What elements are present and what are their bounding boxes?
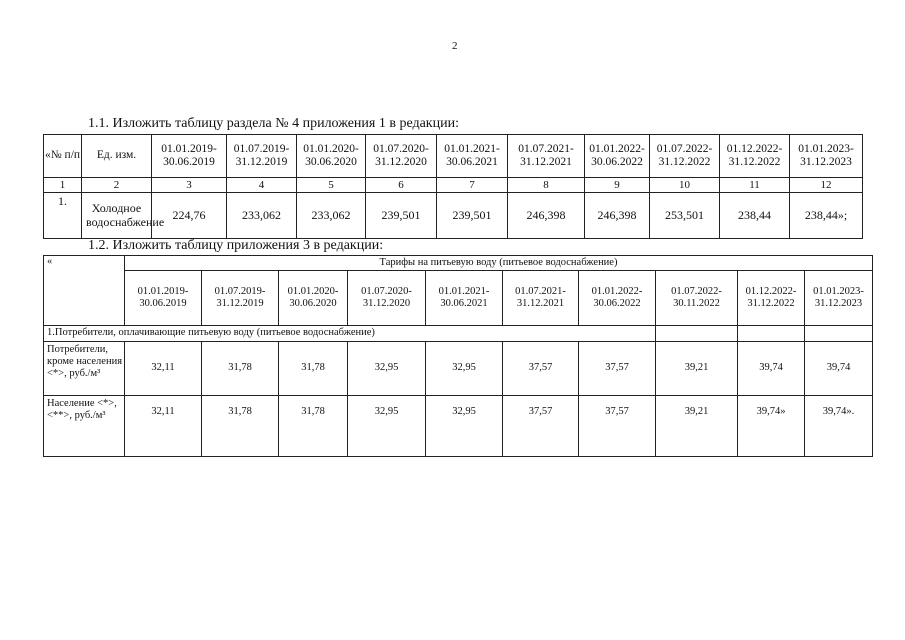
table1-number-cell: 2	[82, 178, 152, 193]
table1-data-cell: 253,501	[650, 193, 720, 239]
table2-value-cell: 39,74	[738, 342, 805, 396]
table2-date-cell: 01.07.2022-30.11.2022	[656, 271, 738, 326]
table2-row-label: Потребители, кроме населения <*>, руб./м³	[44, 342, 125, 396]
table1-number-row	[44, 178, 863, 193]
table1-number-cell: 8	[508, 178, 585, 193]
table2-value-cell: 31,78	[202, 342, 279, 396]
table2-value-cell: 37,57	[579, 342, 656, 396]
table2-date-cell: 01.01.2022-30.06.2022	[579, 271, 656, 326]
table2-row-label: Население <*>, <**>, руб./м³	[44, 396, 125, 457]
table2-value-cell: 39,74».	[805, 396, 873, 457]
table1-number-cell: 7	[437, 178, 508, 193]
table1-data-cell: 239,501	[366, 193, 437, 239]
table2-value-cell: 31,78	[279, 342, 348, 396]
table1-number-cell: 11	[720, 178, 790, 193]
table1-data-cell: 246,398	[585, 193, 650, 239]
table2-value-cell: 39,21	[656, 342, 738, 396]
table1-header-cell: Ед. изм.	[82, 135, 152, 178]
table1-data-cell: 246,398	[508, 193, 585, 239]
page-number: 2	[452, 40, 458, 52]
table2-corner-cell: «	[44, 256, 125, 326]
table1-header-cell: 01.01.2021-30.06.2021	[437, 135, 508, 178]
table1-header-row	[44, 135, 863, 178]
tariff-table-1	[43, 134, 863, 239]
table2-value-cell: 39,74»	[738, 396, 805, 457]
table2-value-cell: 32,95	[426, 342, 503, 396]
table2-value-cell: 31,78	[202, 396, 279, 457]
table2-value-cell: 32,11	[125, 396, 202, 457]
table1-data-cell: Холодное водоснабжение	[82, 193, 152, 239]
table2-date-cell: 01.07.2020-31.12.2020	[348, 271, 426, 326]
table1-number-cell: 12	[790, 178, 863, 193]
table2-dates-row	[44, 271, 873, 326]
table2-value-cell: 37,57	[579, 396, 656, 457]
table1-number-cell: 5	[297, 178, 366, 193]
table2-empty-cell	[656, 326, 738, 342]
table1-header-cell: «№ п/п	[44, 135, 82, 178]
table1-number-cell: 9	[585, 178, 650, 193]
table1-header-cell: 01.01.2020-30.06.2020	[297, 135, 366, 178]
table2-value-cell: 32,11	[125, 342, 202, 396]
table2-value-cell: 32,95	[348, 396, 426, 457]
table1-data-cell: 238,44»;	[790, 193, 863, 239]
table2-value-cell: 32,95	[426, 396, 503, 457]
table1-header-cell: 01.01.2019-30.06.2019	[152, 135, 227, 178]
table2-data-row	[44, 342, 873, 396]
table1-number-cell: 4	[227, 178, 297, 193]
tariff-table-2	[43, 255, 873, 457]
table2-section-label: 1.Потребители, оплачивающие питьевую воду (питьевое водоснабжение)	[44, 326, 656, 342]
table2-empty-cell	[738, 326, 805, 342]
table1-number-cell: 1	[44, 178, 82, 193]
table2-date-cell: 01.07.2021-31.12.2021	[503, 271, 579, 326]
table1-data-row	[44, 193, 863, 239]
table1-number-cell: 3	[152, 178, 227, 193]
table2-date-cell: 01.01.2023-31.12.2023	[805, 271, 873, 326]
table2-date-cell: 01.07.2019-31.12.2019	[202, 271, 279, 326]
table2-date-cell: 01.01.2021-30.06.2021	[426, 271, 503, 326]
table2-value-cell: 37,57	[503, 396, 579, 457]
table1-number-cell: 10	[650, 178, 720, 193]
table2-section-row	[44, 326, 873, 342]
table1-header-cell: 01.01.2022-30.06.2022	[585, 135, 650, 178]
table1-data-cell: 233,062	[297, 193, 366, 239]
table1-header-cell: 01.07.2020-31.12.2020	[366, 135, 437, 178]
table2-value-cell: 31,78	[279, 396, 348, 457]
table1-header-cell: 01.07.2022-31.12.2022	[650, 135, 720, 178]
table2-date-cell: 01.01.2020-30.06.2020	[279, 271, 348, 326]
heading-table-2: 1.2. Изложить таблицу приложения 3 в редакции:	[88, 238, 384, 253]
table1-data-cell: 239,501	[437, 193, 508, 239]
table1-data-cell: 224,76	[152, 193, 227, 239]
table1-number-cell: 6	[366, 178, 437, 193]
table1-data-cell: 238,44	[720, 193, 790, 239]
table2-date-cell: 01.12.2022-31.12.2022	[738, 271, 805, 326]
table2-date-cell: 01.01.2019-30.06.2019	[125, 271, 202, 326]
table1-header-cell: 01.01.2023-31.12.2023	[790, 135, 863, 178]
table1-data-cell: 233,062	[227, 193, 297, 239]
table1-data-cell: 1.	[44, 193, 82, 239]
table2-data-row	[44, 396, 873, 457]
table2-value-cell: 37,57	[503, 342, 579, 396]
table1-header-cell: 01.07.2019-31.12.2019	[227, 135, 297, 178]
table1-header-cell: 01.07.2021-31.12.2021	[508, 135, 585, 178]
table2-value-cell: 39,74	[805, 342, 873, 396]
table2-title: Тарифы на питьевую воду (питьевое водоснабжение)	[125, 256, 873, 271]
table2-value-cell: 39,21	[656, 396, 738, 457]
table2-empty-cell	[805, 326, 873, 342]
table2-title-row	[44, 256, 873, 271]
heading-table-1: 1.1. Изложить таблицу раздела № 4 приложения 1 в редакции:	[88, 116, 459, 131]
table1-header-cell: 01.12.2022-31.12.2022	[720, 135, 790, 178]
table2-value-cell: 32,95	[348, 342, 426, 396]
